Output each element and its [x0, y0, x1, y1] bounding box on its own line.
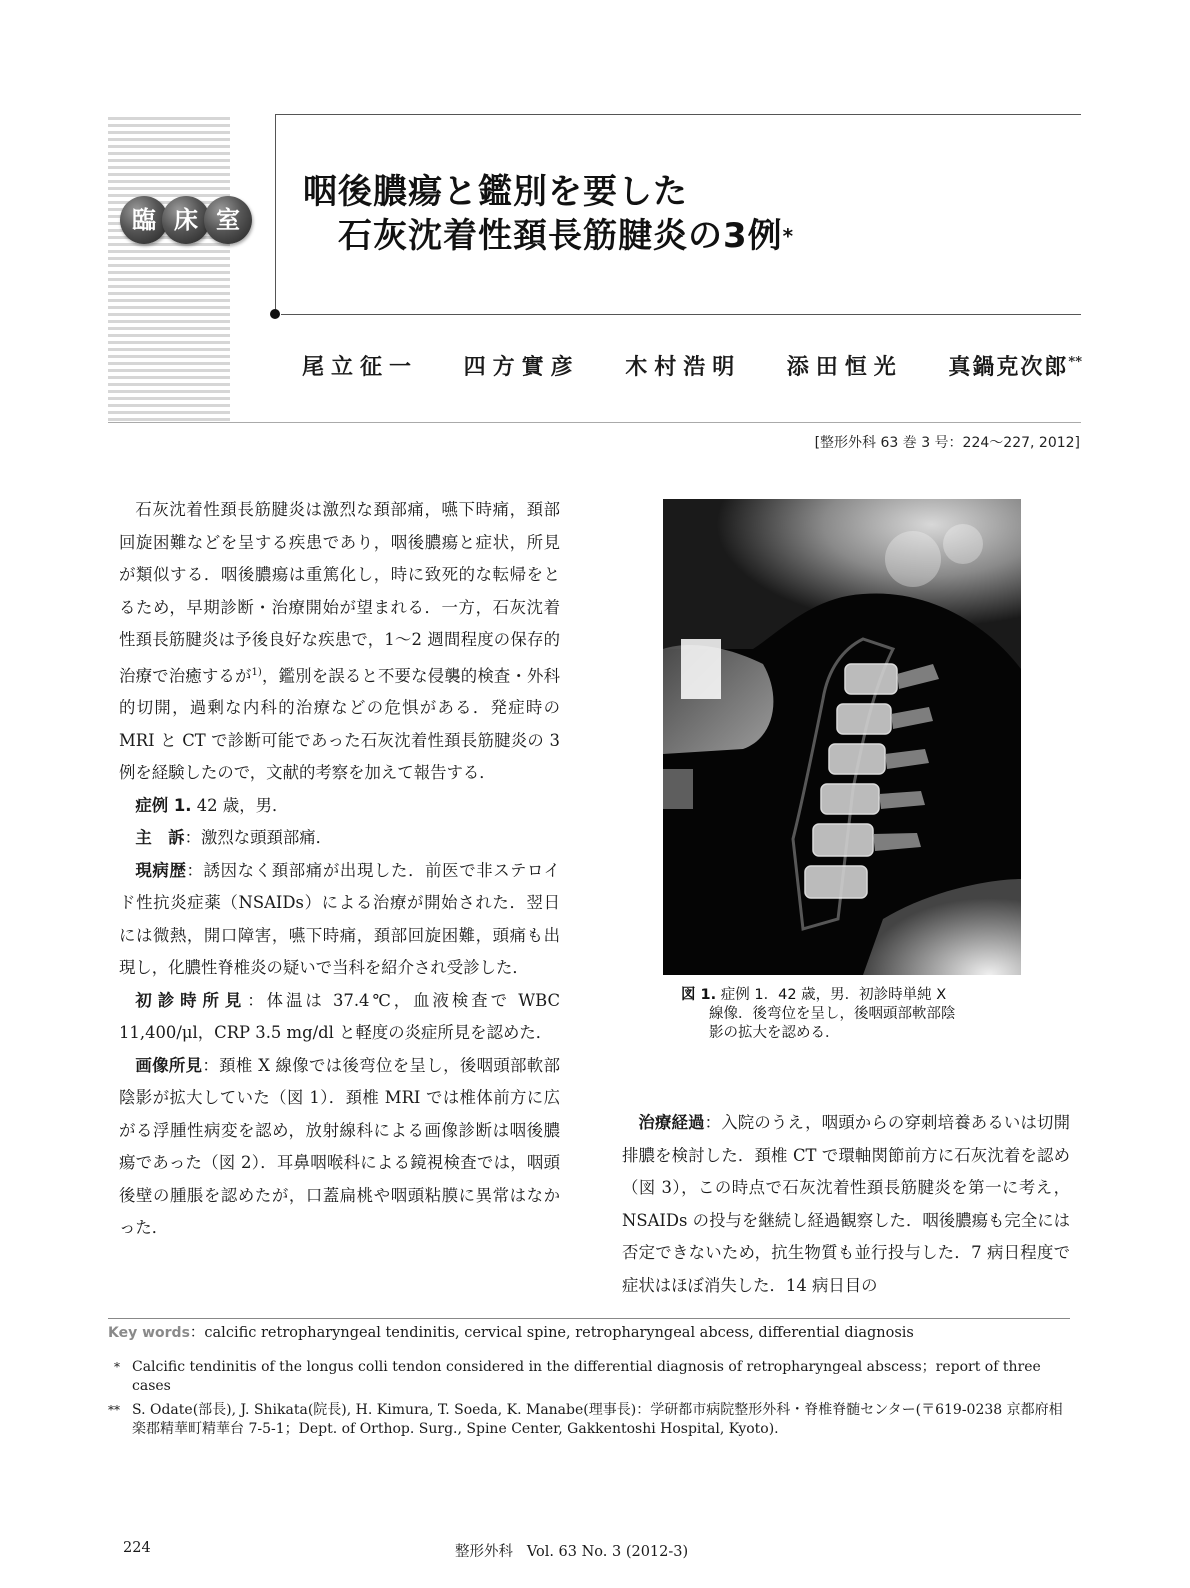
header-bullet-dot [270, 309, 280, 319]
author-3: 木村浩明 [625, 354, 742, 380]
right-column [622, 1107, 1070, 1302]
history-paragraph [119, 855, 560, 985]
journal-name: 整形外科 [455, 1544, 513, 1560]
author-list [302, 350, 1082, 381]
page-number: 224 [123, 1540, 151, 1556]
intro-text: 石灰沈着性頚長筋腱炎は激烈な頚部痛，嚥下時痛，頚部回旋困難などを呈する疾患であり，咽後膿瘍と症状，所見が類似する．咽後膿瘍は重篤化し，時に致死的な転帰をとるため，早期診断・治療開始が望まれる．一方，石灰沈着性頚長筋腱炎は予後良好な疾患で，1〜2 週間程度の保存的治療で治癒するが [119, 500, 560, 685]
header-middle-rule [281, 314, 1081, 315]
caption-line-2: 線像．後弯位を呈し，後咽頭部軟部陰 [709, 1006, 956, 1022]
badge-char-2: 床 [162, 196, 210, 244]
treatment-paragraph [622, 1107, 1070, 1302]
footnote-1-mark: * [114, 1360, 120, 1374]
findings-text: ：体温は 37.4℃，血液検査で WBC 11,400/μl，CRP 3.5 mg/dl と軽度の炎症所見を認めた． [119, 990, 560, 1043]
reference-1: 1) [251, 666, 262, 678]
case1-heading [119, 790, 560, 823]
badge-char-3: 室 [204, 196, 252, 244]
badge-char-1: 臨 [120, 196, 168, 244]
case1-label: 症例 1. [135, 795, 192, 815]
author-5 [948, 350, 1082, 381]
keywords-label: Key words [108, 1325, 190, 1341]
intro-paragraph [119, 494, 560, 790]
header-bottom-rule [108, 422, 1081, 423]
author-1: 尾立征一 [302, 354, 419, 380]
findings-label: 初診時所見 [135, 990, 248, 1010]
article-title-line-2 [338, 214, 794, 258]
history-text: ：誘因なく頚部痛が出現した．前医で非ステロイド性抗炎症薬（NSAIDs）による治療が開始された．翌日には微熱，開口障害，嚥下時痛，頚部回旋困難，頭痛も出現し，化膿性脊椎炎の疑いで当科を紹介され受診した． [119, 860, 561, 978]
treatment-text: ：入院のうえ，咽頭からの穿刺培養あるいは切開排膿を検討した．頚椎 CT で環軸関節前方に石灰沈着を認め（図 3），この時点で石灰沈着性頚長筋腱炎を第一に考え，NSAIDs の投与を継続し経過観察した．咽後膿瘍も完全には否定できないため，抗生物質も並行投与した．7 病日程度で症状はほぼ消失した．14 病日目の [622, 1113, 1071, 1295]
citation: [整形外科 63 巻 3 号：224〜227, 2012] [814, 435, 1080, 451]
complaint-label: 主 訴 [135, 828, 185, 848]
footnote-2 [108, 1401, 1074, 1439]
complaint-paragraph [119, 822, 560, 855]
footnote-1 [114, 1358, 1074, 1396]
journal-footer [455, 1540, 688, 1561]
complaint-text: ：激烈な頭頚部痛． [184, 828, 333, 848]
article-title-line-2-text: 石灰沈着性頚長筋腱炎の3例 [338, 216, 783, 256]
footnote-1-text: Calcific tendinitis of the longus colli tendon considered in the differential diagnosis of retropharyngeal abscess；report of three cases [132, 1359, 1041, 1394]
keywords-text: ：calcific retropharyngeal tendinitis, cervical spine, retropharyngeal abcess, differential diagnosis [189, 1325, 914, 1341]
history-label: 現病歴 [135, 860, 187, 880]
left-column [119, 494, 560, 1245]
treatment-label: 治療経過 [638, 1113, 705, 1132]
figure-1-xray-image [663, 499, 1021, 975]
findings-paragraph [119, 985, 560, 1050]
caption-line-1 [681, 986, 1021, 1005]
case1-text: 42 歳，男． [196, 795, 289, 815]
figure-label: 図 1. [681, 987, 717, 1003]
title-footnote-mark: * [782, 224, 795, 248]
xray-illustration [663, 499, 1021, 975]
intro-text-rest: ，鑑別を誤ると不要な侵襲的検査・外科的切開，過剰な内科的治療などの危惧がある．発症時の MRI と CT で診断可能であった石灰沈着性頚長筋腱炎の 3 例を経験したので，文献的考察を加えて報告する． [119, 665, 561, 783]
caption-line-3: 影の拡大を認める． [709, 1025, 840, 1041]
header-top-rule [275, 114, 1081, 115]
header-stripe-decoration [108, 117, 230, 422]
author-2: 四方實彦 [463, 354, 580, 380]
footnote-2-mark: ** [108, 1403, 120, 1417]
keywords [108, 1323, 1070, 1343]
author-5-name: 真鍋克次郎 [948, 354, 1069, 380]
imaging-label: 画像所見 [135, 1055, 203, 1075]
journal-volume: Vol. 63 No. 3 (2012-3) [526, 1544, 689, 1560]
author-4: 添田恒光 [786, 354, 903, 380]
footnote-2-text: S. Odate(部長), J. Shikata(院長), H. Kimura, T. Soeda, K. Manabe(理事長)：学研都市病院整形外科・脊椎脊髄センター(〒619-0238 京都府相楽郡精華町精華台 7-5-1；Dept. of Orthop. Surg., Spine Center, Gakkentoshi Hospital, Kyoto). [132, 1402, 1063, 1437]
author-footnote-mark: ** [1068, 354, 1082, 370]
figure-1-caption [681, 986, 1021, 1043]
caption-text-1: 症例 1．42 歳，男．初診時単純 X [720, 987, 947, 1003]
imaging-text: ：頚椎 X 線像では後弯位を呈し，後咽頭部軟部陰影が拡大していた（図 1）．頚椎 MRI では椎体前方に広がる浮腫性病変を認め，放射線科による画像診断は咽後膿瘍であった（図 2）．耳鼻咽喉科による鏡視検査では，咽頭後壁の腫脹を認めたが，口蓋扁桃や咽頭粘膜に異常はなかった． [119, 1055, 561, 1238]
header-vertical-rule [275, 114, 276, 314]
keywords-rule [108, 1318, 1070, 1319]
article-title-line-1: 咽後膿瘍と鑑別を要した [303, 172, 688, 212]
imaging-paragraph [119, 1050, 560, 1245]
